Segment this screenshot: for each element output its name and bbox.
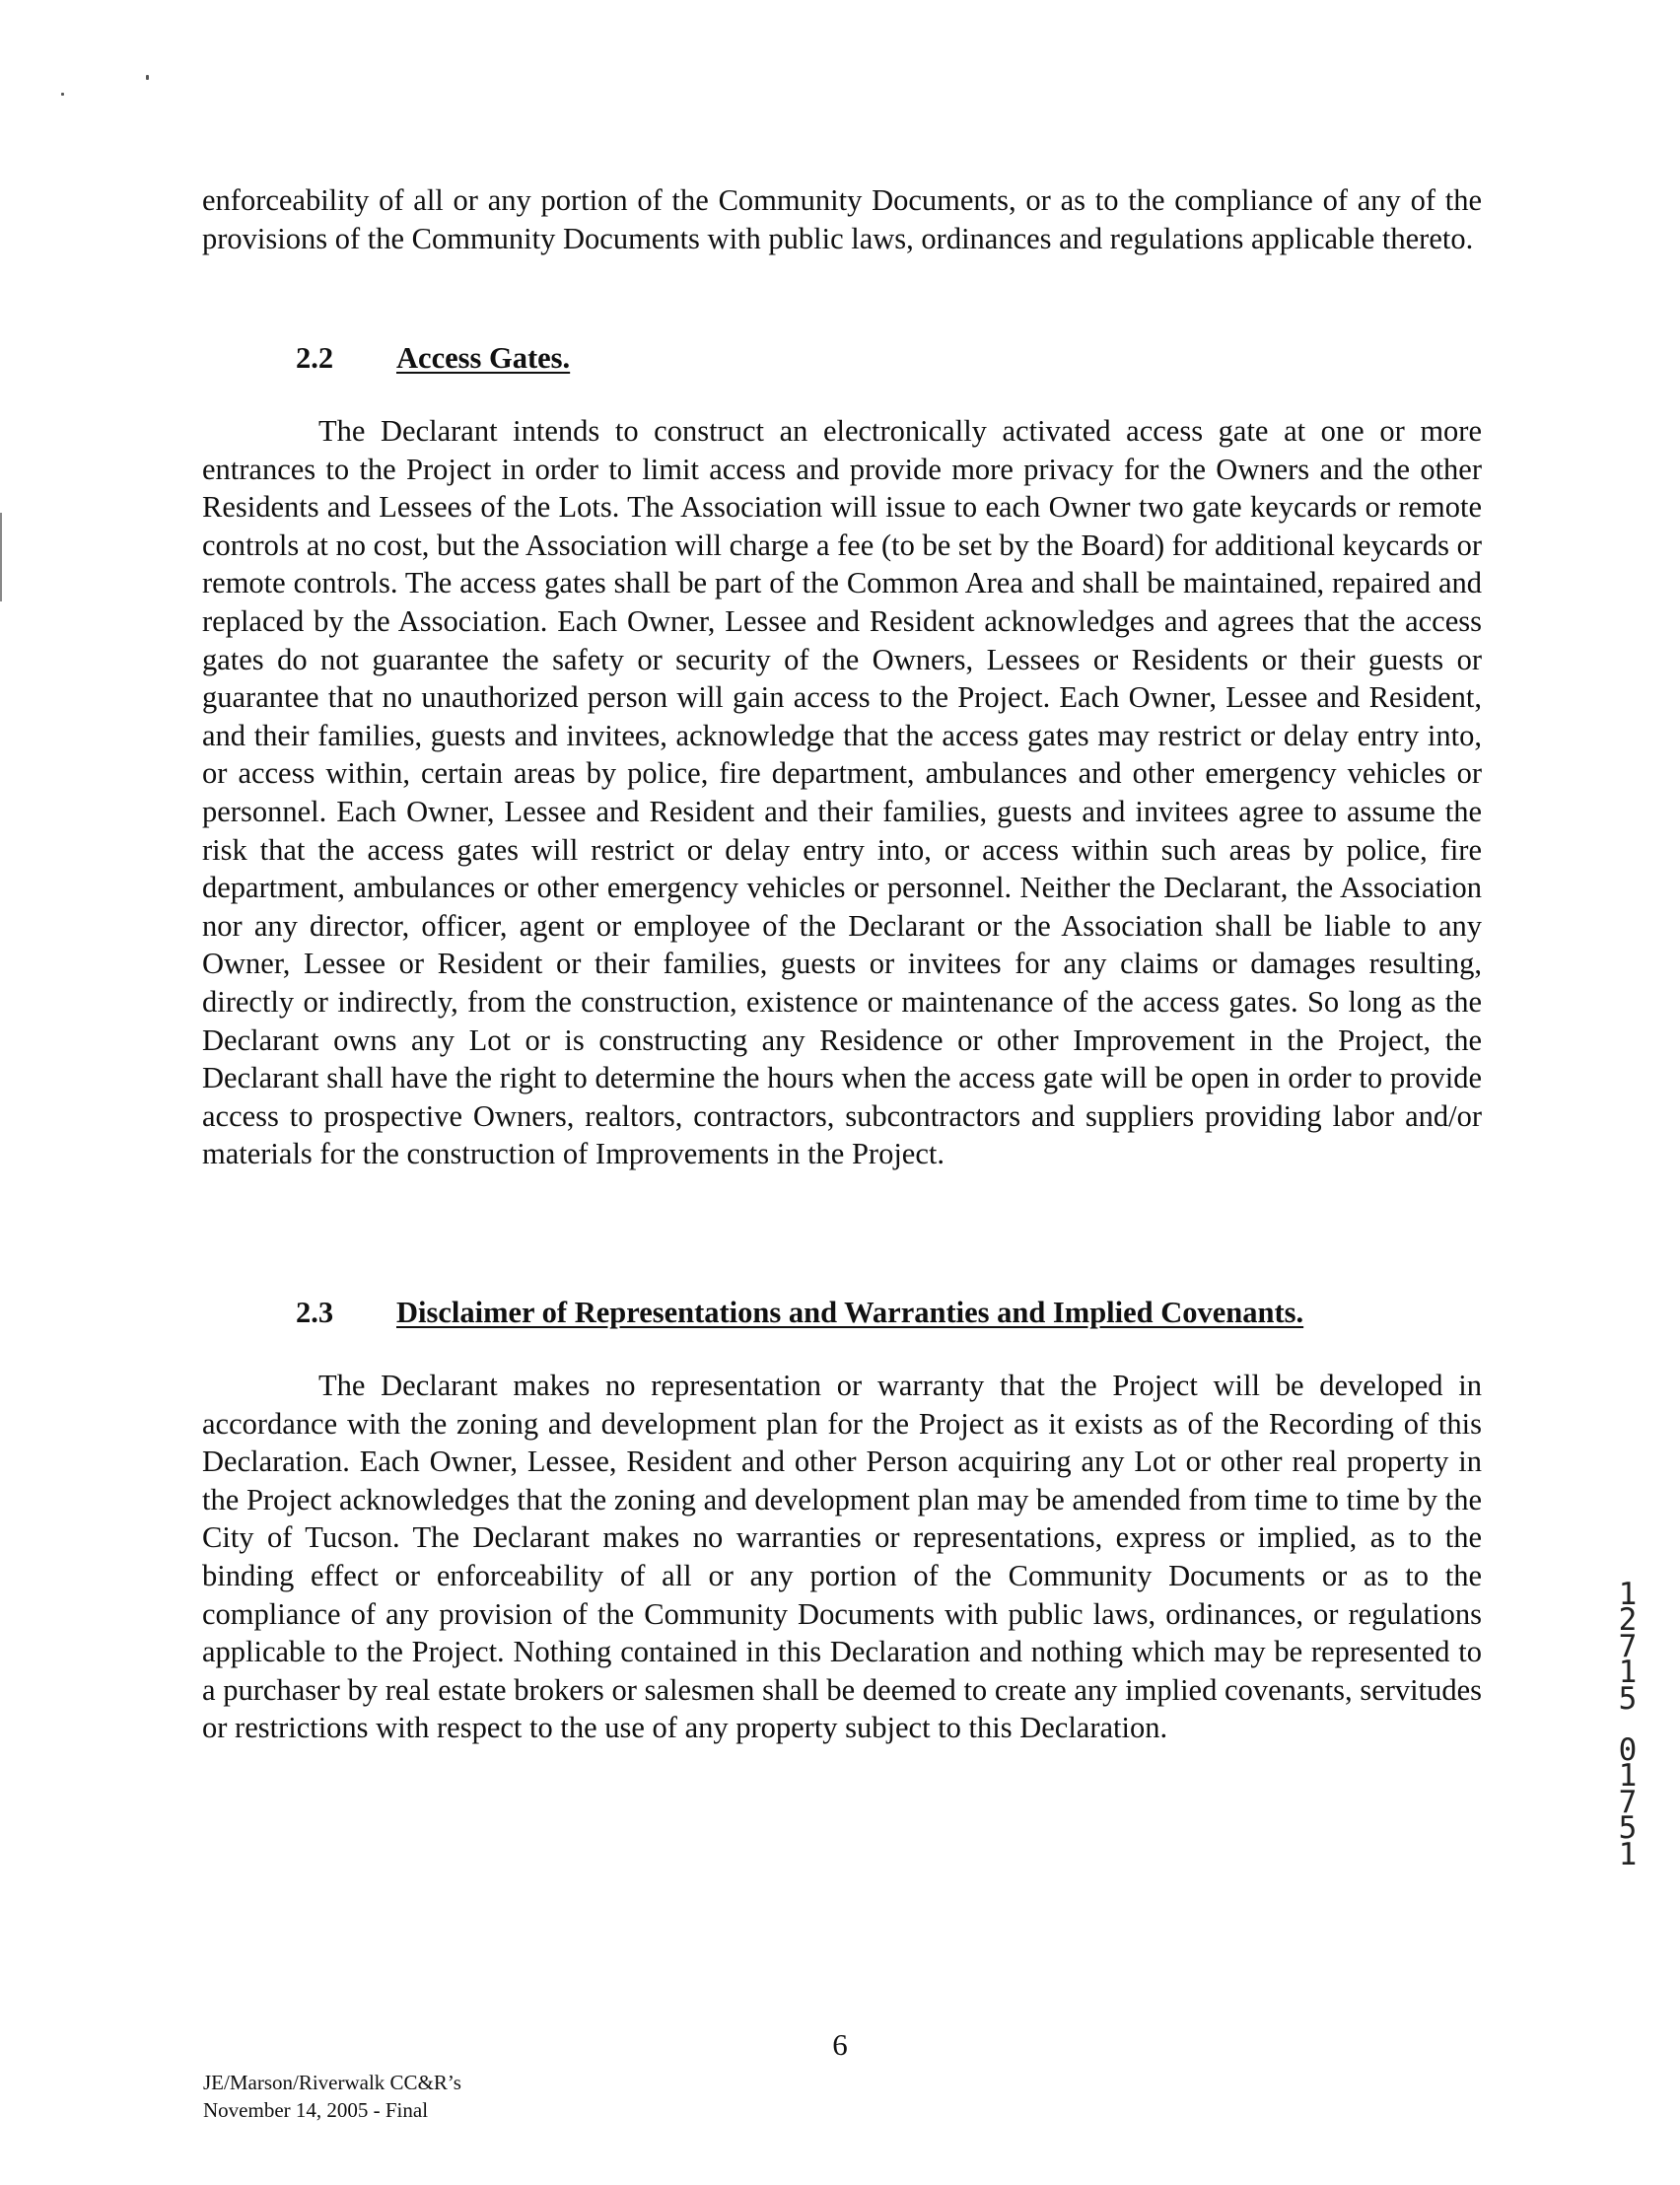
scan-speck	[146, 75, 149, 80]
recording-digit: 5	[1618, 1680, 1638, 1717]
recording-digit: 7	[1618, 1628, 1638, 1664]
section-title: Disclaimer of Representations and Warranties and Implied Covenants.	[396, 1296, 1304, 1329]
recording-digit: 5	[1618, 1810, 1638, 1847]
footer-document-id: JE/Marson/Riverwalk CC&R’s	[203, 2071, 461, 2094]
page-number: 6	[832, 2027, 848, 2062]
recording-digit: 1	[1618, 1836, 1638, 1872]
scan-speck	[61, 93, 64, 96]
recording-digit: 1	[1618, 1655, 1638, 1691]
access-gates-paragraph: The Declarant intends to construct an electronically activated access gate at one or more entrances to the Project in order to limit access and provide more privacy for the Owners and the other Residents and Lessees of the Lots. The Association will issue to each Owner two gate keycards or remote controls at no cost, but the Association will charge a fee (to be set by the Board) for additional keycards or remote controls. The access gates shall be part of the Common Area and shall be maintained, repaired and replaced by the Association. Each Owner, Lessee and Resident acknowledges and agrees that the access gates do not guarantee the safety or security of the Owners, Lessees or Residents or their guests or guarantee that no unauthorized person will gain access to the Project. Each Owner, Lessee and Resident, and their families, guests and invitees, acknowledge that the access gates may restrict or delay entry into, or access within, certain areas by police, fire department, ambulances and other emergency vehicles or personnel. Each Owner, Lessee and Resident and their families, guests and invitees agree to assume the risk that the access gates will restrict or delay entry into, or access within such areas by police, fire department, ambulances or other emergency vehicles or personnel. Neither the Declarant, the Association nor any director, officer, agent or employee of the Declarant or the Association shall be liable to any Owner, Lessee or Resident or their families, guests or invitees for any claims or damages resulting, directly or indirectly, from the construction, existence or maintenance of the access gates. So long as the Declarant owns any Lot or is constructing any Residence or other Improvement in the Project, the Declarant shall have the right to determine the hours when the access gate will be open in order to provide access to prospective Owners, realtors, contractors, subcontractors and suppliers providing labor and/or materials for the construction of Improvements in the Project.	[202, 414, 1482, 1171]
document-footer	[203, 2069, 461, 2124]
recording-digit: 2	[1618, 1602, 1638, 1639]
section-title: Access Gates.	[396, 341, 571, 375]
footer-date: November 14, 2005 - Final	[203, 2098, 429, 2122]
disclaimer-paragraph: The Declarant makes no representation or warranty that the Project will be developed in accordance with the zoning and development plan for the Project as it exists as of the Recording of this Declaration. Each Owner, Lessee, Resident and other Person acquiring any Lot or other real property in the Project acknowledges that the zoning and development plan may be amended from time to time by the City of Tucson. The Declarant makes no warranties or representations, express or implied, as to the binding effect or enforceability of all or any portion of the Community Documents or as to the compliance of any provision of the Community Documents with public laws, ordinances, or regulations applicable to the Project. Nothing contained in this Declaration and nothing which may be represented to a purchaser by real estate brokers or salesmen shall be deemed to create any implied covenants, servitudes or restrictions with respect to the use of any property subject to this Declaration.	[202, 1369, 1482, 1745]
opening-paragraph: enforceability of all or any portion of the Community Documents, or as to the compliance of any of the provisions of the Community Documents with public laws, ordinances and regulations applicable thereto.	[202, 183, 1482, 255]
section-number: 2.2	[296, 341, 334, 375]
section-heading-access-gates	[296, 339, 570, 377]
recording-digit: 0	[1618, 1732, 1638, 1769]
recording-digit: 7	[1618, 1784, 1638, 1820]
recording-digit: 1	[1618, 1577, 1638, 1612]
section-heading-disclaimer	[296, 1294, 1303, 1331]
recording-number-stamp	[1613, 1577, 1643, 1872]
section-number: 2.3	[296, 1296, 334, 1329]
recording-digit: 1	[1618, 1758, 1638, 1795]
scan-edge-line	[0, 513, 2, 601]
